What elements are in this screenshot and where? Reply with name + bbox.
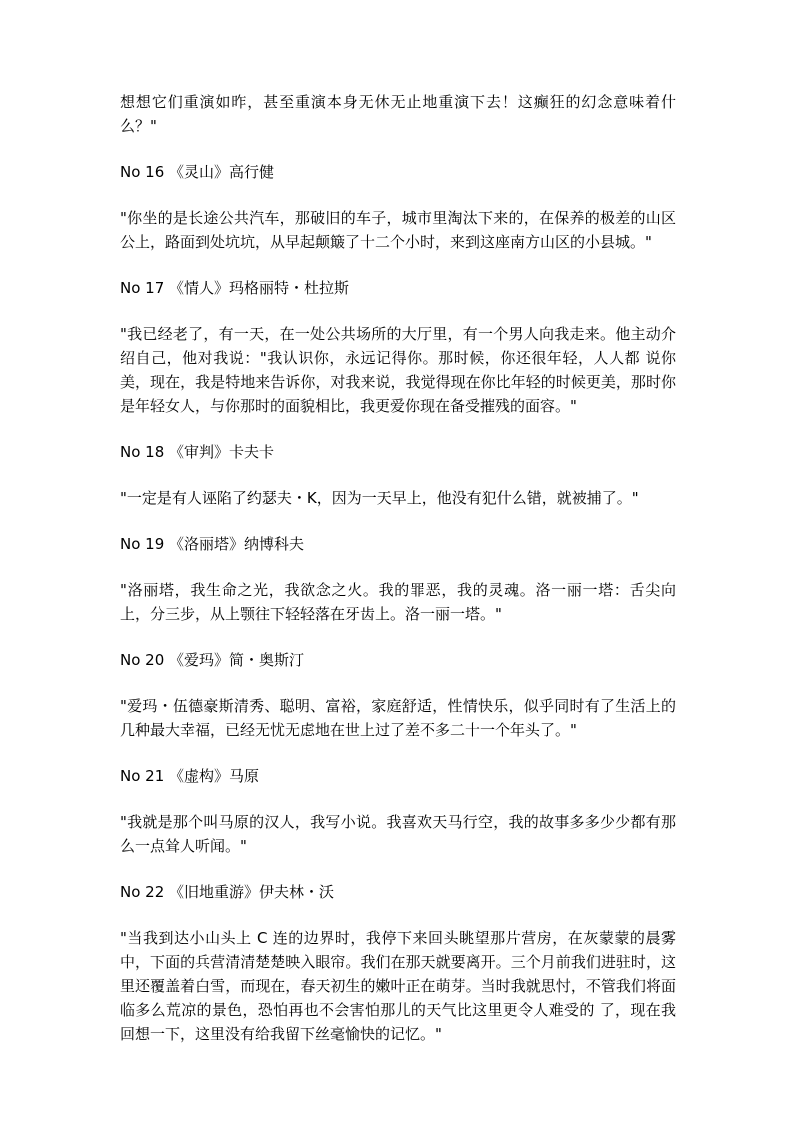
entry-quote: "你坐的是长途公共汽车，那破旧的车子，城市里淘汰下来的，在保养的极差的山区公上，路面到处坑坑，从早起颠簸了十二个小时，来到这座南方山区的小县城。" [120, 209, 676, 251]
entry-heading: No 17 《情人》玛格丽特・杜拉斯 [120, 279, 350, 297]
entry-quote: "爱玛・伍德豪斯清秀、聪明、富裕，家庭舒适，性情快乐，似乎同时有了生活上的几种最大幸福，已经无忧无虑地在世上过了差不多二十一个年头了。" [120, 697, 676, 739]
entry-no17 [120, 276, 676, 418]
entry-heading: No 16 《灵山》高行健 [120, 163, 275, 181]
entry-heading: No 21 《虚构》马原 [120, 767, 260, 785]
entry-no18 [120, 440, 676, 510]
entry-quote: "当我到达小山头上 C 连的边界时，我停下来回头眺望那片营房，在灰蒙蒙的晨雾中，下面的兵营清清楚楚映入眼帘。我们在那天就要离开。三个月前我们进驻时，这里还覆盖着白雪，而现在，春天初生的嫩叶正在萌芽。当时我就思忖，不管我们将面临多么荒凉的景色，恐怕再也不会害怕那儿的天气比这里更令人难受的 了，现在我回想一下，这里没有给我留下丝毫愉快的记忆。" [120, 929, 676, 1043]
entry-heading: No 20 《爱玛》简・奥斯汀 [120, 651, 305, 669]
entry-no22 [120, 880, 676, 1046]
entry-no20 [120, 648, 676, 742]
entry-heading: No 22 《旧地重游》伊夫林・沃 [120, 883, 335, 901]
entry-quote: "洛丽塔，我生命之光，我欲念之火。我的罪恶，我的灵魂。洛一丽一塔：舌尖向上，分三步，从上颚往下轻轻落在牙齿上。洛一丽一塔。" [120, 581, 676, 623]
entry-quote: "我就是那个叫马原的汉人，我写小说。我喜欢天马行空，我的故事多多少少都有那么一点耸人听闻。" [120, 813, 676, 855]
lead-paragraph: 想想它们重演如昨，甚至重演本身无休无止地重演下去！这癫狂的幻念意味着什么？" [120, 93, 676, 135]
entry-heading: No 18 《审判》卡夫卡 [120, 443, 275, 461]
entry-heading: No 19 《洛丽塔》纳博科夫 [120, 535, 305, 553]
entry-quote: "我已经老了，有一天，在一处公共场所的大厅里，有一个男人向我走来。他主动介绍自己，他对我说："我认识你，永远记得你。那时候，你还很年轻，人人都 说你美，现在，我是特地来告诉你，对我来说，我觉得现在你比年轻的时候更美，那时你是年轻女人，与你那时的面貌相比，我更爱你现在备受摧残的面容。" [120, 325, 676, 415]
entry-no16 [120, 160, 676, 254]
document-page [120, 90, 676, 1068]
entry-quote: "一定是有人诬陷了约瑟夫・K，因为一天早上，他没有犯什么错，就被捕了。" [120, 489, 639, 507]
entry-no19 [120, 532, 676, 626]
entry-no21 [120, 764, 676, 858]
